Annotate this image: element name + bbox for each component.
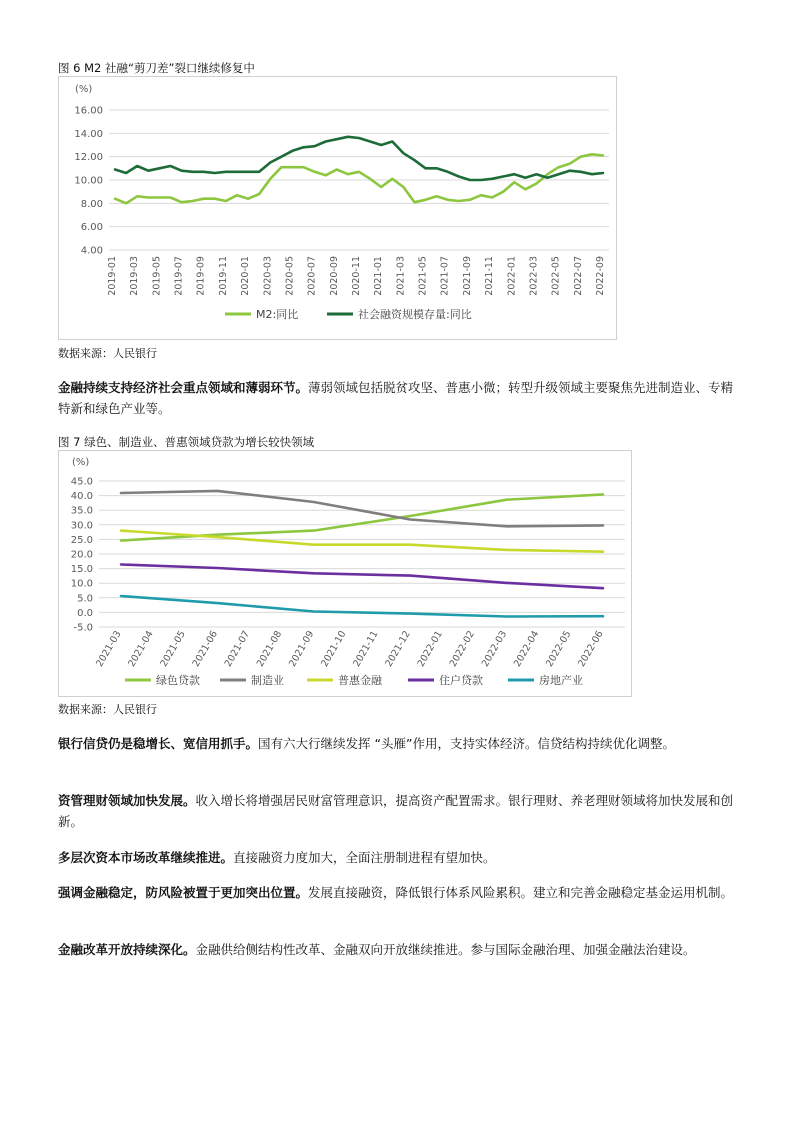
x-tick-label: 2021-01 bbox=[373, 256, 385, 296]
y-tick-label: 6.00 bbox=[80, 222, 103, 234]
paragraph-4-body: 直接融资力度加大，全面注册制进程有望加快。 bbox=[233, 850, 496, 865]
x-tick-label: 2019-03 bbox=[129, 256, 141, 296]
series-line bbox=[121, 494, 603, 540]
x-tick-label: 2020-01 bbox=[240, 256, 252, 296]
series-line bbox=[121, 565, 603, 589]
x-tick-label: 2022-02 bbox=[447, 629, 478, 669]
x-tick-label: 2020-11 bbox=[351, 256, 362, 296]
paragraph-3-body: 收入增长将增强居民财富管理意识，提高资产配置需求。银行理财、养老理财领域将加快发展和创新。 bbox=[58, 793, 734, 829]
x-tick-label: 2021-07 bbox=[439, 256, 451, 296]
y-tick-label: 5.0 bbox=[77, 593, 93, 605]
paragraph-3-heading: 资管理财领域加快发展。 bbox=[58, 793, 196, 808]
x-tick-label: 2022-03 bbox=[528, 256, 540, 296]
x-tick-label: 2022-01 bbox=[506, 256, 518, 296]
legend-label: 绿色贷款 bbox=[156, 674, 200, 687]
figure-6-chart bbox=[58, 76, 617, 340]
legend-label: 制造业 bbox=[251, 674, 284, 687]
paragraph-3 bbox=[58, 790, 738, 832]
paragraph-1-heading: 金融持续支持经济社会重点领域和薄弱环节。 bbox=[58, 380, 309, 395]
x-tick-label: 2019-09 bbox=[195, 256, 207, 296]
y-tick-label: 14.00 bbox=[74, 128, 103, 140]
x-tick-label: 2021-08 bbox=[254, 629, 285, 669]
x-tick-label: 2021-05 bbox=[158, 629, 188, 669]
x-tick-label: 2022-04 bbox=[511, 629, 542, 669]
y-tick-label: 15.0 bbox=[70, 564, 93, 576]
x-tick-label: 2020-03 bbox=[262, 256, 274, 296]
paragraph-5-body: 发展直接融资，降低银行体系风险累积。建立和完善金融稳定基金运用机制。 bbox=[308, 885, 734, 900]
y-tick-label: 0.0 bbox=[77, 607, 93, 619]
y-tick-label: 45.0 bbox=[70, 476, 93, 488]
figure-6-source: 数据来源：人民银行 bbox=[58, 347, 157, 360]
series-line bbox=[121, 491, 603, 526]
x-tick-label: 2020-09 bbox=[328, 256, 340, 296]
series-line bbox=[115, 154, 603, 203]
y-tick-label: 8.00 bbox=[80, 198, 103, 210]
loan-growth-line-chart bbox=[59, 451, 631, 696]
paragraph-2 bbox=[58, 733, 738, 754]
x-tick-label: 2020-07 bbox=[306, 255, 318, 296]
figure-7-source: 数据来源：人民银行 bbox=[58, 703, 157, 716]
x-tick-label: 2019-11 bbox=[217, 256, 229, 296]
figure-6-title: 图 6 M2 社融“剪刀差”裂口继续修复中 bbox=[58, 61, 255, 75]
legend-label: 社会融资规模存量:同比 bbox=[358, 308, 472, 321]
x-tick-label: 2021-12 bbox=[383, 629, 413, 669]
paragraph-1-body: 薄弱领域包括脱贫攻坚、普惠小微；转型升级领域主要聚焦先进制造业、专精特新和绿色产业等。 bbox=[58, 380, 734, 416]
x-tick-label: 2022-06 bbox=[576, 629, 606, 669]
y-tick-label: 30.0 bbox=[70, 520, 93, 532]
paragraph-6-heading: 金融改革开放持续深化。 bbox=[58, 942, 196, 957]
legend-label: 普惠金融 bbox=[338, 674, 382, 687]
y-tick-label: 16.00 bbox=[74, 105, 103, 117]
legend-label: M2:同比 bbox=[256, 308, 299, 321]
paragraph-5-heading: 强调金融稳定，防风险被置于更加突出位置。 bbox=[58, 885, 309, 900]
x-tick-label: 2019-07 bbox=[173, 256, 185, 296]
y-tick-label: 40.0 bbox=[70, 491, 93, 503]
paragraph-4-heading: 多层次资本市场改革继续推进。 bbox=[58, 850, 234, 865]
x-tick-label: 2021-03 bbox=[395, 256, 407, 296]
series-line bbox=[121, 531, 603, 552]
y-tick-label: -5.0 bbox=[73, 622, 93, 634]
y-tick-label: 10.0 bbox=[70, 578, 93, 590]
x-tick-label: 2021-05 bbox=[417, 256, 429, 296]
x-tick-label: 2021-04 bbox=[126, 629, 156, 669]
paragraph-4 bbox=[58, 847, 738, 868]
y-tick-label: 4.00 bbox=[80, 245, 103, 257]
paragraph-6-body: 金融供给侧结构性改革、金融双向开放继续推进。参与国际金融治理、加强金融法治建设。 bbox=[195, 942, 696, 957]
y-tick-label: 20.0 bbox=[70, 549, 93, 561]
y-tick-label: 35.0 bbox=[70, 505, 93, 517]
series-line bbox=[115, 137, 603, 180]
paragraph-2-heading: 银行信贷仍是稳增长、宽信用抓手。 bbox=[58, 736, 259, 751]
x-tick-label: 2021-09 bbox=[461, 256, 473, 296]
x-tick-label: 2022-01 bbox=[415, 629, 445, 669]
y-unit-label: (%) bbox=[75, 84, 93, 95]
y-tick-label: 12.00 bbox=[74, 152, 103, 164]
paragraph-1 bbox=[58, 377, 738, 419]
paragraph-2-body: 国有六大行继续发挥 “头雁”作用，支持实体经济。信贷结构持续优化调整。 bbox=[258, 736, 675, 751]
x-tick-label: 2021-11 bbox=[351, 629, 381, 669]
series-line bbox=[121, 596, 603, 617]
x-tick-label: 2020-05 bbox=[284, 255, 296, 296]
y-tick-label: 10.00 bbox=[74, 175, 103, 187]
figure-7-title: 图 7 绿色、制造业、普惠领域贷款为增长较快领域 bbox=[58, 435, 315, 449]
x-tick-label: 2021-03 bbox=[94, 629, 124, 669]
figure-7-chart bbox=[58, 450, 632, 697]
legend-label: 房地产业 bbox=[539, 674, 583, 687]
legend-label: 住户贷款 bbox=[439, 674, 483, 687]
x-tick-label: 2021-09 bbox=[287, 629, 317, 669]
y-tick-label: 25.0 bbox=[70, 534, 93, 546]
x-tick-label: 2021-07 bbox=[222, 629, 253, 669]
paragraph-6 bbox=[58, 939, 738, 960]
x-tick-label: 2021-06 bbox=[190, 629, 220, 669]
x-tick-label: 2022-05 bbox=[544, 629, 574, 669]
paragraph-5 bbox=[58, 882, 738, 903]
x-tick-label: 2021-11 bbox=[484, 256, 496, 296]
x-tick-label: 2022-05 bbox=[550, 256, 562, 296]
x-tick-label: 2022-03 bbox=[479, 629, 510, 669]
x-tick-label: 2022-07 bbox=[572, 256, 584, 296]
x-tick-label: 2019-05 bbox=[151, 256, 163, 296]
x-tick-label: 2021-10 bbox=[319, 629, 349, 669]
x-tick-label: 2022-09 bbox=[595, 256, 606, 296]
x-tick-label: 2019-01 bbox=[107, 256, 118, 296]
m2-social-financing-line-chart bbox=[59, 77, 616, 339]
y-unit-label: (%) bbox=[72, 457, 90, 468]
